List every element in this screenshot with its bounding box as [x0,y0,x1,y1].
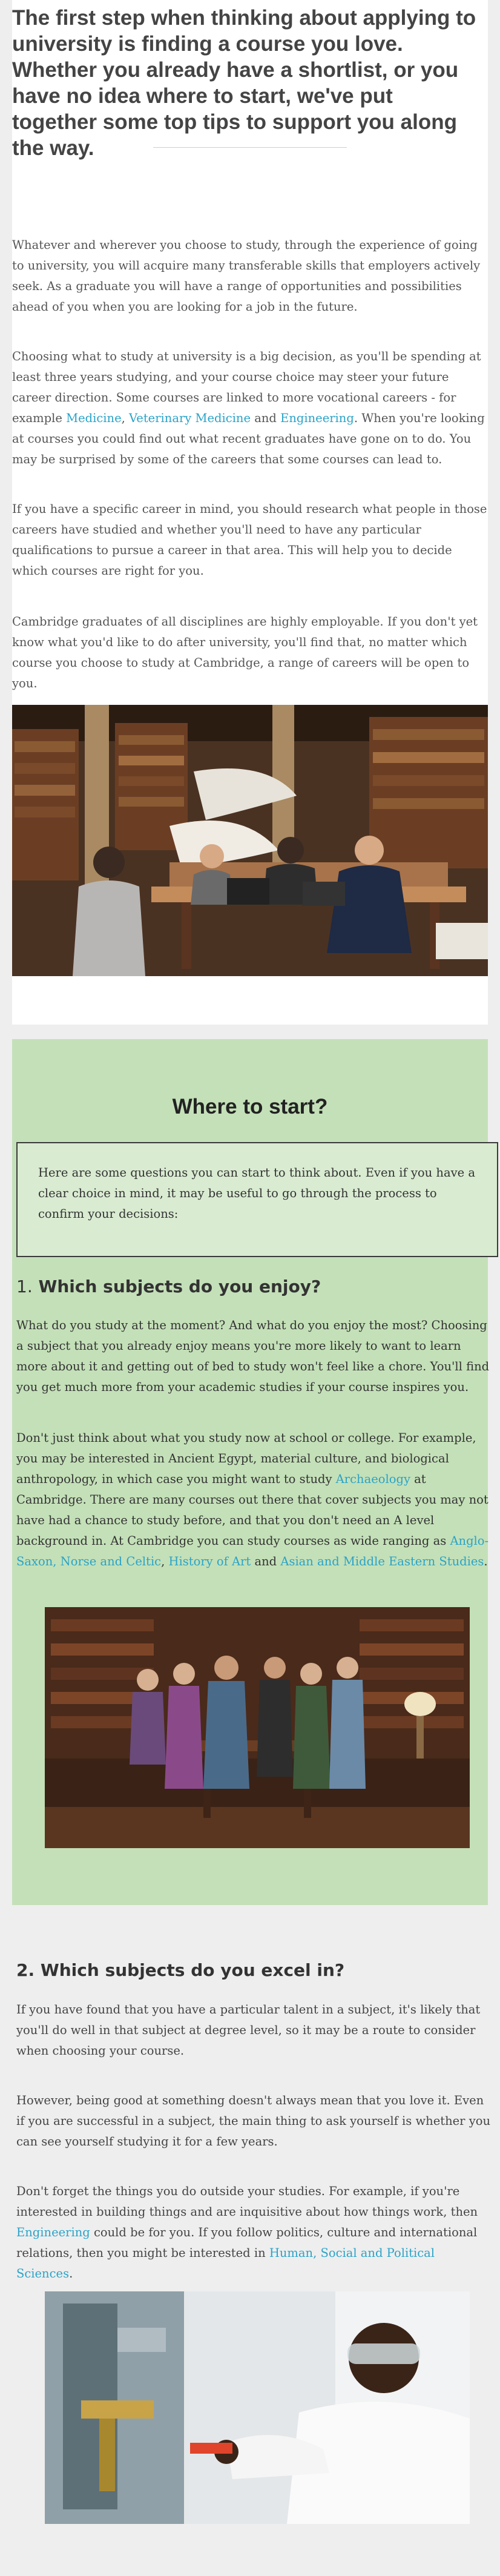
intro-paragraph-2 [12,346,488,470]
engineering-link[interactable]: Engineering [280,411,354,425]
intro-card [12,0,488,1025]
text-span: . When you're looking at courses you could find out what recent graduates have gone on to do. You may be surprised by some of the careers that some courses can lead to. [12,411,485,466]
anglo-saxon-norse-celtic-link[interactable]: Anglo-Saxon, Norse and Celtic [16,1534,489,1568]
question-1-paragraph-1: What do you study at the moment? And what do you enjoy the most? Choosing a subject that you already enjoy means you're more likely to want to learn more about it and getting out of bed to study won't feel like a chore. You'll find you get much more from your academic studies if your course inspires you. [16,1318,490,1394]
intro-paragraph-1: Whatever and wherever you choose to study, through the experience of going to university, you will acquire many transferable skills that employers actively seek. As a graduate you will have a range of opportunities and possibilities ahead of you when you are looking for a job in the future. [12,238,481,314]
text-span: , [121,411,130,425]
text-span: at Cambridge. There are many courses out there that cover subjects you may not have had a chance to study before, and that you don't need an A level background in. At Cambridge you can study courses as wide ranging as [16,1472,488,1548]
question-2-heading: 2. Which subjects do you excel in? [16,1960,345,1980]
text-span: Don't just think about what you study now at school or college. For example, you may be interested in Ancient Egypt, material culture, and biological anthropology, in which case you might want to study [16,1431,476,1486]
text-span: , [161,1554,169,1568]
medicine-link[interactable]: Medicine [66,411,122,425]
intro-heading: The first step when thinking about applying to university is finding a course you love. Whether you already have a shortlist, or you have no idea where to start, we've put together some top tips to support you along the way. [12,6,476,160]
text-span: . [69,2267,73,2280]
text-span: could be for you. If you follow politics, culture and international relations, then you might be interested in [16,2225,478,2260]
engineering-lab-photo [45,2291,470,2524]
question-2-paragraph-1: If you have found that you have a particular talent in a subject, it's likely that you'll do well in that subject at degree level, so it may be a route to consider when choosing your course. [16,2003,481,2058]
text-span: Choosing what to study at university is a big decision, as you'll be spending at least three years studying, and your course choice may steer your future career direction. Some courses are linked to more vocational careers - for example [12,349,481,425]
library-group-photo [45,1607,470,1848]
archaeology-link[interactable]: Archaeology [335,1472,410,1486]
library-study-photo [12,705,488,976]
library-group-image [45,1607,470,1848]
question-1-title: Which subjects do you enjoy? [38,1276,321,1296]
text-span: and [251,411,281,425]
asian-middle-eastern-studies-link[interactable]: Asian and Middle Eastern Studies [280,1554,484,1568]
history-of-art-link[interactable]: History of Art [168,1554,251,1568]
veterinary-medicine-link[interactable]: Veterinary Medicine [129,411,251,425]
question-1-heading [16,1275,321,1298]
text-span: and [251,1554,281,1568]
where-to-start-title: Where to start? [172,1095,328,1118]
engineering-link-2[interactable]: Engineering [16,2225,90,2239]
divider [153,147,347,148]
question-2-paragraph-2: However, being good at something doesn't always mean that you love it. Even if you are successful in a subject, the main thing to ask yourself is whether you can see yourself studying it for a few years. [16,2093,491,2148]
library-study-image [12,705,488,976]
intro-paragraph-4: Cambridge graduates of all disciplines are highly employable. If you don't yet know what you'd like to do after university, you'll find that, no matter which course you choose to study at Cambridge, a range of careers will be open to you. [12,615,478,690]
question-1-paragraph-2 [16,1428,495,1572]
question-1-number: 1. [16,1276,33,1296]
intro-paragraph-3: If you have a specific career in mind, you should research what people in those careers have studied and whether you'll need to have any particular qualifications to pursue a career in that area. This will help you to decide which courses are right for you. [12,502,487,578]
notice-box [16,1142,498,1257]
question-2-paragraph-3 [16,2181,495,2284]
text-span: . [484,1554,488,1568]
human-social-political-sciences-link[interactable]: Human, Social and Political Sciences [16,2246,435,2280]
text-span: Don't forget the things you do outside your studies. For example, if you're interested in building things and are inquisitive about how things work, then [16,2184,478,2219]
notice-text: Here are some questions you can start to think about. Even if you have a clear choice in mind, it may be useful to go through the process to confirm your decisions: [38,1166,475,1221]
engineering-lab-image [45,2291,470,2524]
